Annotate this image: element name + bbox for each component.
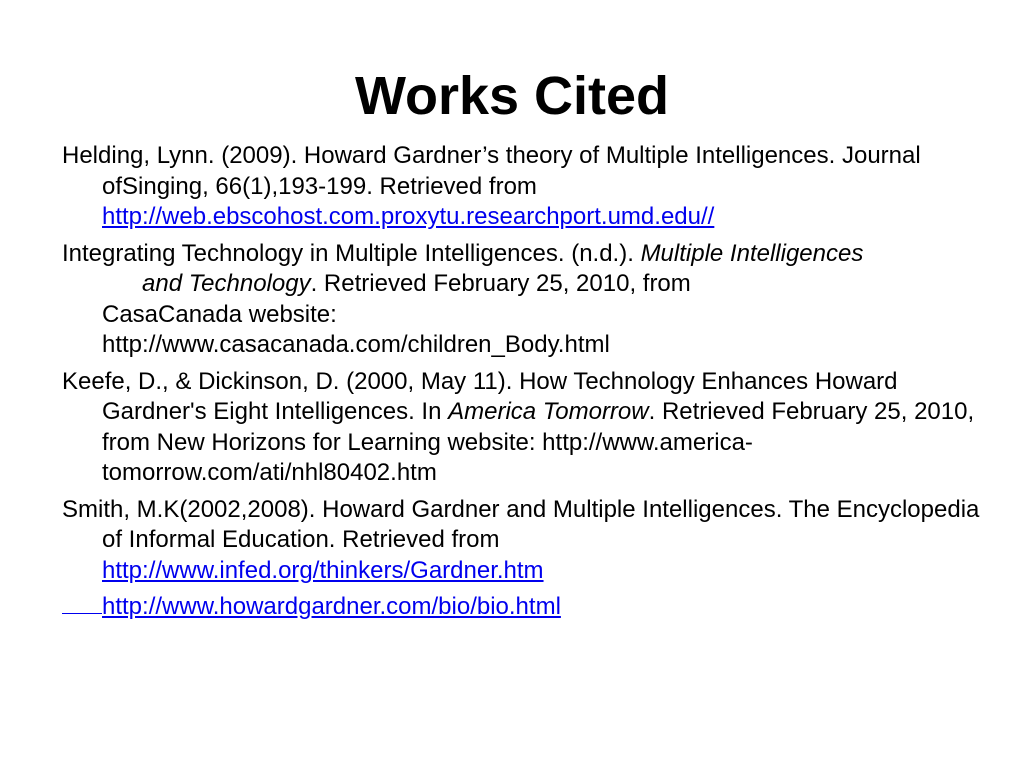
extra-reference-link[interactable] xyxy=(62,593,561,620)
reference-text: Keefe, D., & Dickinson, D. (2000, May 11). How Technology Enhances Howard Gardner's Eight Intelligences. In xyxy=(62,367,898,425)
reference-keefe-dickinson xyxy=(62,367,1002,489)
reference-helding xyxy=(62,141,1002,233)
reference-text: Integrating Technology in Multiple Intelligences. (n.d.). xyxy=(62,239,634,267)
reference-smith xyxy=(62,495,1002,587)
reference-link[interactable]: http://web.ebscohost.com.proxytu.researchport.umd.edu// xyxy=(102,203,715,230)
reference-italic-title-continued: and Technology xyxy=(142,270,311,297)
page-title: Works Cited xyxy=(354,66,670,126)
reference-italic-title: Multiple Intelligences xyxy=(640,239,864,267)
works-cited-list xyxy=(62,141,1002,629)
reference-italic-title: America Tomorrow xyxy=(448,398,649,425)
reference-text: Smith, M.K(2002,2008). Howard Gardner and Multiple Intelligences. The Encyclopedia of Informal Education. Retrieved from xyxy=(62,495,980,553)
reference-link[interactable]: http://www.infed.org/thinkers/Gardner.htm xyxy=(102,556,544,584)
reference-integrating-technology xyxy=(62,239,1002,361)
reference-text: . Retrieved February 25, 2010, from New Horizons for Learning website: http://www.america-tomorrow.com/ati/nhl80402.htm xyxy=(102,398,975,486)
link-underline-spacer xyxy=(62,593,102,614)
extra-link-line xyxy=(62,592,1002,623)
reference-url-text: http://www.casacanada.com/children_Body.html xyxy=(102,331,610,358)
extra-link-text: http://www.howardgardner.com/bio/bio.html xyxy=(102,593,561,620)
reference-text: CasaCanada website: xyxy=(102,300,337,328)
reference-text: . Retrieved February 25, 2010, from xyxy=(310,270,691,297)
reference-text: Helding, Lynn. (2009). Howard Gardner’s theory of Multiple Intelligences. Journal ofSinging, 66(1),193-199. Retrieved from xyxy=(62,142,921,200)
